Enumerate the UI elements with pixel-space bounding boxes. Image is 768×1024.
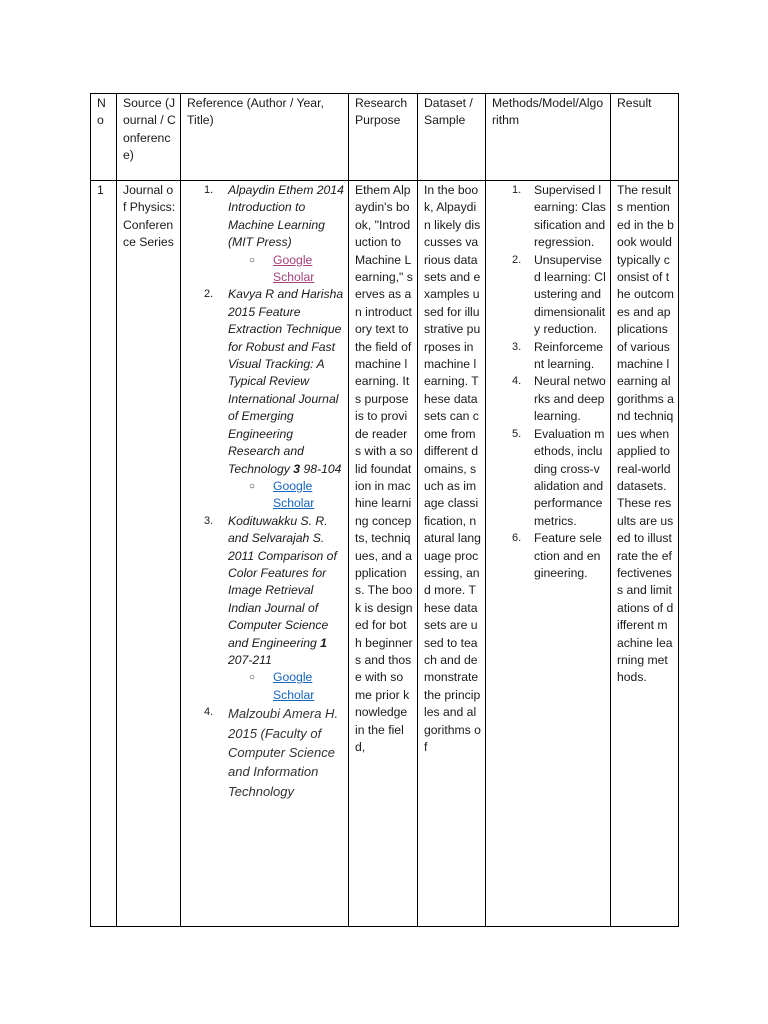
method-text: Reinforcement learning. [534, 339, 604, 372]
reference-pages: 207-211 [228, 652, 272, 667]
cell-no: 1 [91, 181, 117, 927]
cell-result: The results mentioned in the book would typically consist of the outcomes and applications of various machine learning algorithms and techniques when applied to real-world datasets. These results are used to illustrate the effectiveness and limitations of different machine learning methods. [611, 181, 679, 927]
reference-number: 3. [204, 514, 214, 527]
method-text: Unsupervised learning: Clustering and dimensionality reduction. [534, 252, 606, 337]
reference-volume: 3 [293, 461, 301, 476]
literature-review-table [90, 93, 679, 927]
reference-text: Malzoubi Amera H. 2015 (Faculty of Computer Science and Information Technology [228, 706, 339, 799]
method-number: 2. [512, 253, 522, 266]
method-item [488, 182, 606, 252]
google-scholar-link[interactable]: Google Scholar [273, 252, 315, 285]
google-scholar-link[interactable]: Google Scholar [273, 670, 315, 702]
reference-item [183, 704, 344, 801]
method-item [488, 426, 606, 530]
method-number: 5. [512, 427, 522, 440]
cell-source: Journal of Physics: Conference Series [117, 181, 181, 927]
method-item [488, 373, 606, 425]
method-text: Supervised learning: Classification and regression. [534, 183, 606, 250]
reference-item [183, 513, 344, 704]
cell-methods [486, 181, 611, 927]
method-item [488, 339, 606, 374]
method-number: 1. [512, 184, 522, 196]
reference-number: 4. [204, 706, 214, 719]
reference-text: Kodituwakku S. R. and Selvarajah S. 2011 Comparison of Color Features for Image Retrieval Indian Journal of Computer Science and Engineering [228, 513, 337, 650]
reference-text: Alpaydin Ethem 2014 Introduction to Machine Learning (MIT Press) [228, 183, 344, 250]
google-scholar-link[interactable]: Google Scholar [273, 478, 315, 511]
method-number: 6. [512, 532, 522, 545]
header-methods: Methods/Model/Algorithm [486, 94, 611, 181]
reference-number: 1. [204, 184, 214, 196]
header-reference: Reference (Author / Year, Title) [181, 94, 349, 181]
reference-item [183, 286, 344, 512]
method-number: 4. [512, 375, 522, 388]
cell-research-purpose: Ethem Alpaydin's book, "Introduction to Machine Learning," serves as an introductory text to the field of machine learning. Its purpose is to provide readers with a solid foundation in machine learning concepts, techniques, and applications. The book is designed for both beginners and those with some prior knowledge in the field, [349, 181, 418, 927]
method-item [488, 530, 606, 582]
reference-list [183, 182, 344, 801]
circle-bullet-icon: ○ [249, 672, 256, 684]
header-dataset: Dataset / Sample [418, 94, 486, 181]
method-number: 3. [512, 340, 522, 353]
header-source: Source (Journal / Conference) [117, 94, 181, 181]
reference-item [183, 182, 344, 286]
method-item [488, 252, 606, 339]
header-result: Result [611, 94, 679, 181]
method-text: Neural networks and deep learning. [534, 374, 606, 424]
method-text: Evaluation methods, including cross-validation and performance metrics. [534, 426, 605, 528]
method-text: Feature selection and engineering. [534, 531, 602, 580]
reference-pages: 98-104 [300, 461, 342, 476]
cell-references [181, 181, 349, 927]
reference-volume: 1 [320, 635, 327, 650]
cell-dataset: In the book, Alpaydin likely discusses various datasets and examples used for illustrative purposes in machine learning. These datasets can come from different domains, such as image classification, natural language processing, and more. These datasets are used to teach and demonstrate the principles and algorithms of [418, 181, 486, 927]
methods-list [488, 182, 606, 582]
reference-number: 2. [204, 288, 214, 301]
header-research-purpose: Research Purpose [349, 94, 418, 181]
circle-bullet-icon: ○ [249, 254, 256, 266]
reference-text: Kavya R and Harisha 2015 Feature Extraction Technique for Robust and Fast Visual Tracking: A Typical Review International Journal of Emerging Engineering Research and Technology [228, 287, 344, 476]
circle-bullet-icon: ○ [249, 480, 256, 492]
header-no: N o [91, 94, 117, 181]
header-row [91, 94, 679, 181]
table-row [91, 181, 679, 927]
